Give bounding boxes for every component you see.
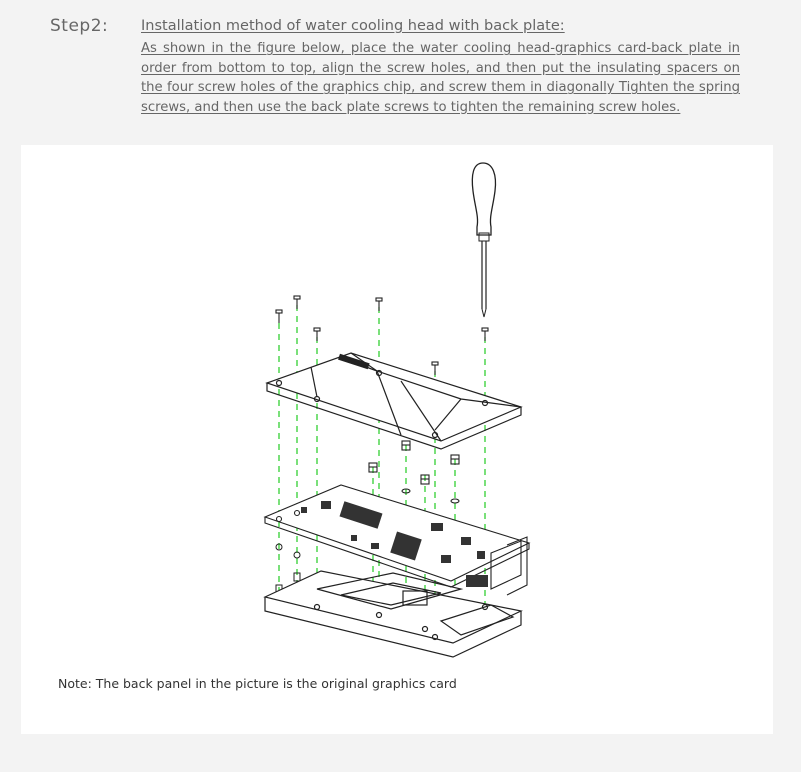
step-label: Step2:: [50, 16, 109, 36]
back-plate: [267, 353, 521, 449]
installation-diagram: [21, 145, 773, 665]
figure-note: Note: The back panel in the picture is the original graphics card: [58, 676, 457, 691]
step-description: As shown in the figure below, place the water cooling head-graphics card-back plate in order from bottom to top, align the screw holes, and then put the insulating spacers on the four screw holes of the graphics chip, and screw them in diagonally Tighten the spring screws, and then use the back plate screws to tighten the remaining screw holes.: [141, 41, 740, 115]
figure-panel: [21, 145, 773, 734]
screwdriver-icon: [472, 163, 495, 317]
spring-screws: [369, 441, 459, 503]
step-title: Installation method of water cooling head with back plate:: [141, 18, 565, 34]
